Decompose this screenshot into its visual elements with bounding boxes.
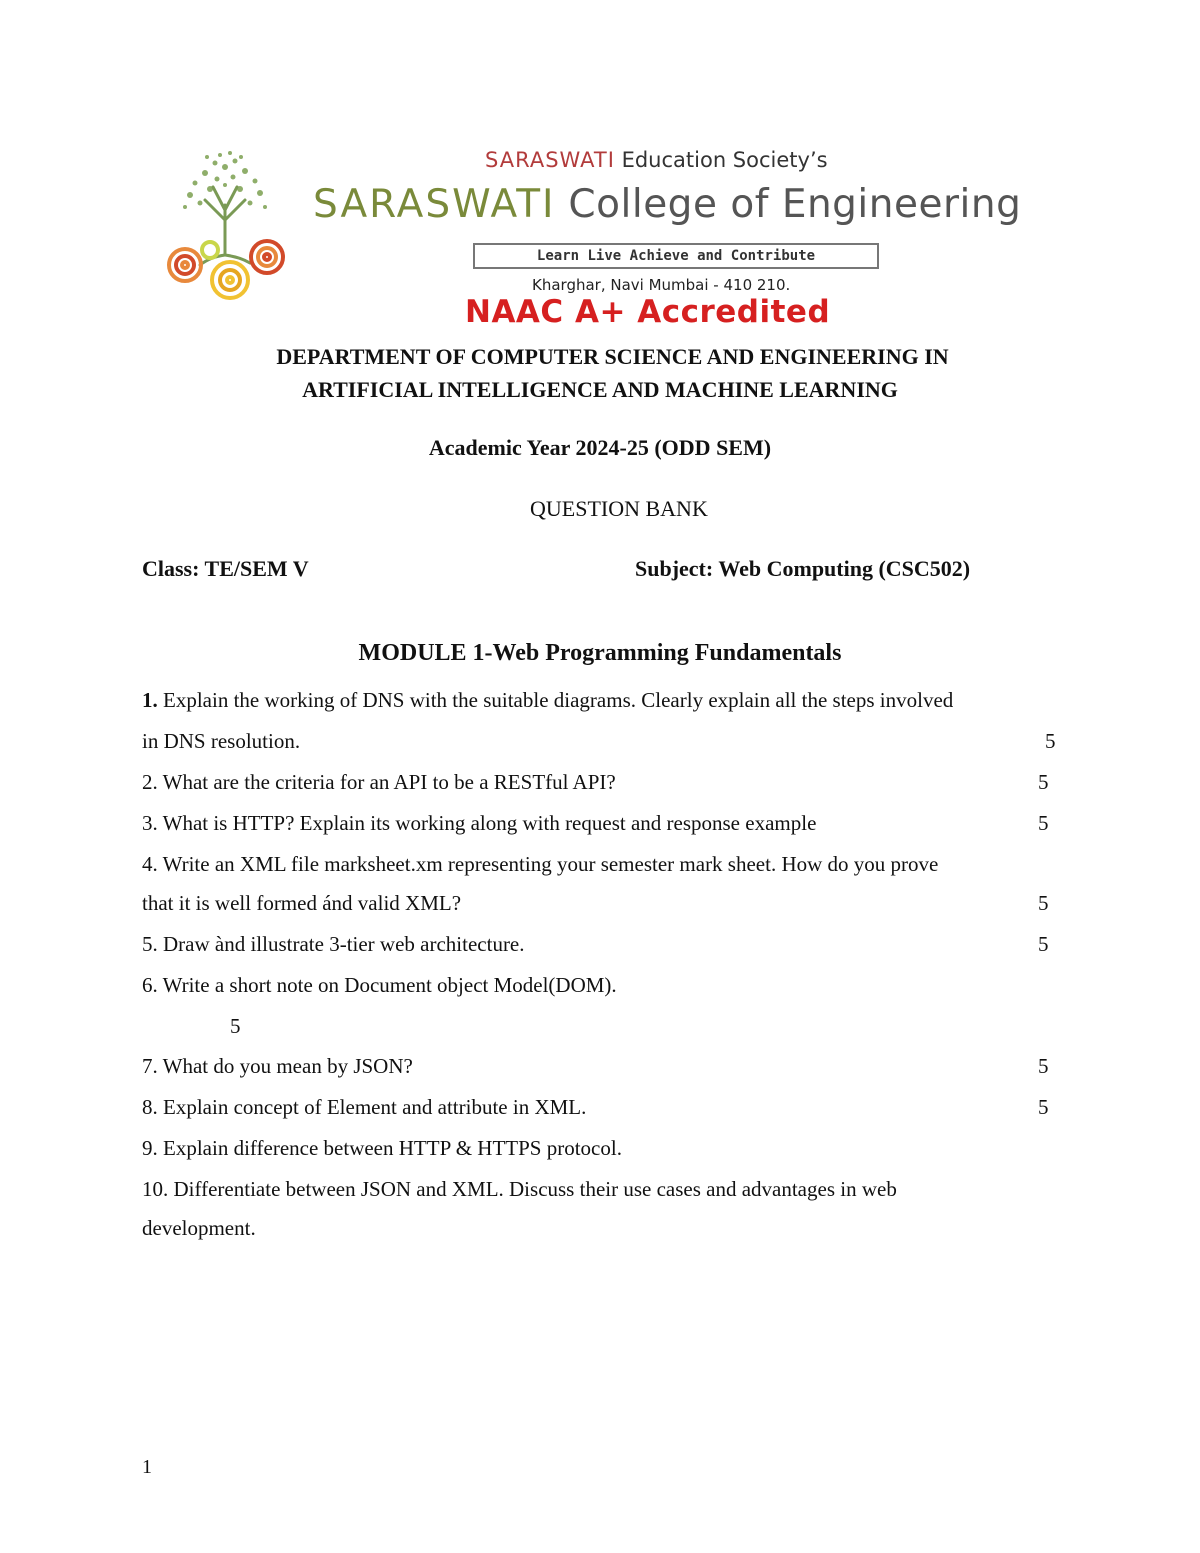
question-1-line-2: in DNS resolution.	[142, 729, 301, 753]
society-brand: SARASWATI	[485, 148, 615, 172]
question-1-marks: 5	[1045, 729, 1056, 753]
question-10-line-1: 10. Differentiate between JSON and XML. Discuss their use cases and advantages in web	[142, 1177, 897, 1201]
document-type: QUESTION BANK	[530, 496, 708, 521]
question-5-text: 5. Draw ànd illustrate 3-tier web architecture.	[142, 932, 525, 956]
college-header	[145, 140, 1060, 335]
question-7-marks: 5	[1038, 1054, 1049, 1078]
college-location: Kharghar, Navi Mumbai - 410 210.	[532, 276, 791, 294]
page-number: 1	[142, 1456, 152, 1478]
question-1-number: 1.	[142, 688, 158, 712]
class-info: Class: TE/SEM V	[142, 556, 309, 581]
question-2-marks: 5	[1038, 770, 1049, 794]
society-name	[485, 148, 828, 172]
question-4-line-2: that it is well formed ánd valid XML?	[142, 891, 462, 915]
question-4-marks: 5	[1038, 891, 1049, 915]
question-10-line-2: development.	[142, 1216, 256, 1240]
question-7-text: 7. What do you mean by JSON?	[142, 1054, 413, 1078]
question-1-line-1	[142, 688, 953, 713]
department-line-1: DEPARTMENT OF COMPUTER SCIENCE AND ENGINEERING IN	[276, 344, 949, 369]
college-rest: College of Engineering	[555, 182, 1022, 227]
question-6-marks: 5	[230, 1014, 241, 1038]
college-brand: SARASWATI	[313, 182, 556, 227]
question-3-marks: 5	[1038, 811, 1049, 835]
question-3-text: 3. What is HTTP? Explain its working along with request and response example	[142, 811, 817, 835]
question-8-marks: 5	[1038, 1095, 1049, 1119]
college-name	[313, 182, 1021, 227]
department-title	[0, 340, 1200, 406]
subject-info: Subject: Web Computing (CSC502)	[635, 556, 971, 581]
department-line-2: ARTIFICIAL INTELLIGENCE AND MACHINE LEARNING	[302, 377, 898, 402]
tree-emblem-icon	[155, 145, 295, 305]
academic-year: Academic Year 2024-25 (ODD SEM)	[428, 435, 772, 460]
college-tagline: Learn Live Achieve and Contribute	[473, 243, 879, 269]
question-5-marks: 5	[1038, 932, 1049, 956]
question-9-text: 9. Explain difference between HTTP & HTTPS protocol.	[142, 1136, 622, 1160]
question-4-line-1: 4. Write an XML file marksheet.xm representing your semester mark sheet. How do you prove	[142, 852, 939, 876]
question-6-text: 6. Write a short note on Document object Model(DOM).	[142, 973, 617, 997]
question-1-text: Explain the working of DNS with the suitable diagrams. Clearly explain all the steps involved	[157, 688, 954, 712]
module-heading: MODULE 1-Web Programming Fundamentals	[358, 640, 842, 666]
question-2-text: 2. What are the criteria for an API to be a RESTful API?	[142, 770, 616, 794]
question-8-text: 8. Explain concept of Element and attribute in XML.	[142, 1095, 587, 1119]
society-rest: Education Society’s	[614, 148, 828, 172]
naac-accreditation: NAAC A+ Accredited	[465, 294, 831, 330]
